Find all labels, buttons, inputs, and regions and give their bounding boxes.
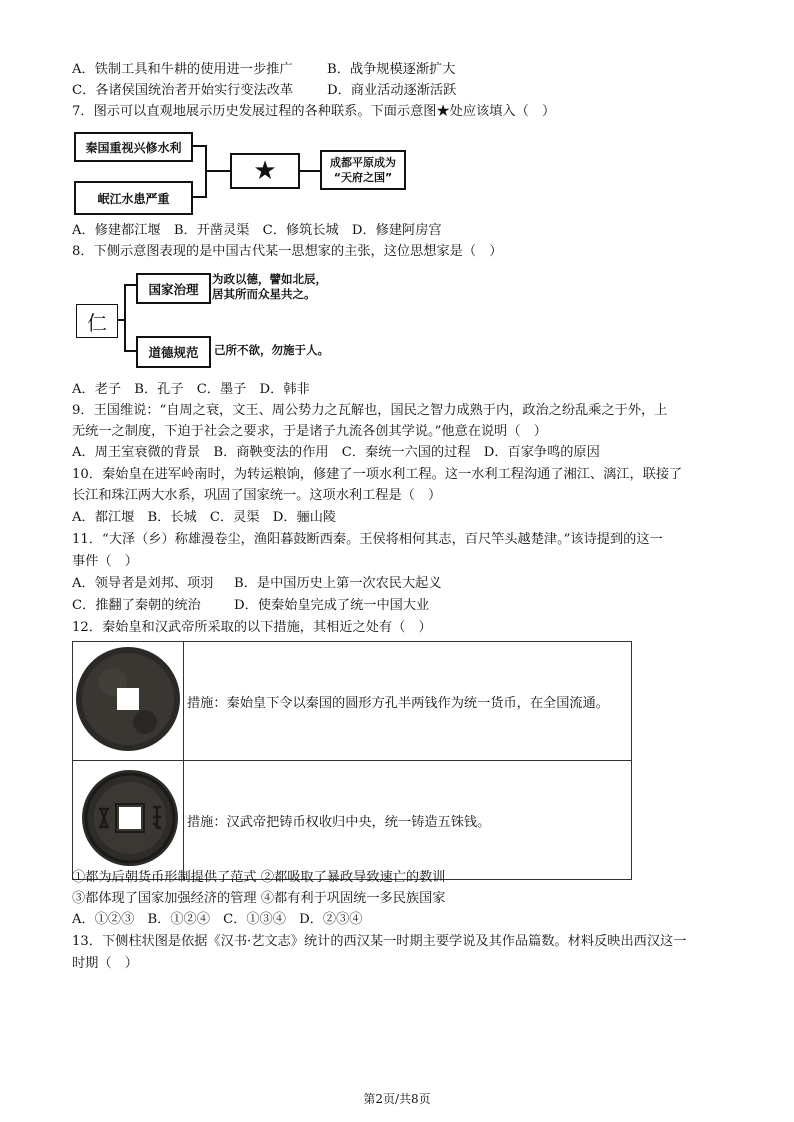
connector-line	[191, 145, 205, 147]
q6-option-a: A．铁制工具和牛耕的使用进一步推广	[72, 62, 293, 77]
q8-stem: 8．下侧示意图表现的是中国古代某一思想家的主张，这位思想家是（ ）	[72, 244, 503, 259]
q11-options-row2	[72, 596, 429, 616]
q12-statement-1-2: ①都为后朝货币形制提供了范式 ②都吸取了暴政导致速亡的教训	[72, 870, 446, 885]
q13-line1: 13．下侧柱状图是依据《汉书·艺文志》统计的西汉某一时期主要学说及其作品篇数。材料反映出西汉这一	[72, 934, 687, 949]
q6-option-d: D．商业活动逐渐活跃	[327, 83, 457, 98]
q7-star-box	[230, 153, 300, 189]
q7-result-box	[320, 150, 406, 190]
q12-statement-3-4: ③都体现了国家加强经济的管理 ④都有利于巩固统一多民族国家	[72, 891, 446, 906]
q10-options: A．都江堰 B．长城 C．灵渠 D．骊山陵	[72, 510, 337, 525]
coin-image-cell	[73, 761, 184, 880]
banliang-coin-icon	[73, 642, 183, 756]
connector-line	[298, 170, 320, 172]
q8-quote2: 己所不欲，勿施于人。	[214, 343, 329, 357]
q8-options: A．老子 B．孔子 C．墨子 D．韩非	[72, 382, 310, 397]
table-row	[73, 761, 632, 880]
q7-box-qin-water: 秦国重视兴修水利	[74, 132, 193, 162]
q11-option-a: A．领导者是刘邦、项羽	[72, 576, 214, 591]
coin-image-cell	[73, 642, 184, 761]
q6-options-row2	[72, 81, 456, 101]
q6-option-b: B．战争规模逐渐扩大	[327, 62, 456, 77]
q11-line2: 事件（ ）	[72, 554, 138, 569]
q12-measures-table	[72, 641, 632, 880]
connector-line	[191, 196, 205, 198]
table-row	[73, 642, 632, 761]
q10-line2: 长江和珠江两大水系，巩固了国家统一。这项水利工程是（ ）	[72, 488, 442, 503]
q7-options: A．修建都江堰 B．开凿灵渠 C．修筑长城 D．修建阿房宫	[72, 223, 442, 238]
connector-line	[124, 350, 136, 352]
q6-option-c: C．各诸侯国统治者开始实行变法改革	[72, 83, 294, 98]
q11-option-c: C．推翻了秦朝的统治	[72, 598, 201, 613]
connector-line	[207, 170, 230, 172]
q7-result-line2: “天府之国”	[333, 171, 393, 184]
q13-line2: 时期（ ）	[72, 956, 138, 971]
q11-option-b: B．是中国历史上第一次农民大起义	[234, 576, 442, 591]
q9-options: A．周王室衰微的背景 B．商鞅变法的作用 C．秦统一六国的过程 D．百家争鸣的原因	[72, 445, 600, 460]
q9-line1: 9．王国维说：“自周之衰，文王、周公势力之瓦解也，国民之智力成熟于内，政治之纷乱乘之于外，上	[72, 403, 668, 418]
q6-options-row1	[72, 60, 455, 80]
q12-measure-han: 措施：汉武帝把铸币权收归中央，统一铸造五铢钱。	[184, 761, 632, 880]
q8-quote1-line2: 居其所而众星共之。	[212, 287, 316, 301]
wuzhu-coin-icon	[73, 761, 183, 875]
q11-option-d: D．使秦始皇完成了统一中国大业	[234, 598, 430, 613]
q8-quote1	[212, 272, 327, 302]
q12-options: A．①②③ B．①②④ C．①③④ D．②③④	[72, 912, 363, 927]
q12-stem: 12．秦始皇和汉武帝所采取的以下措施，其相近之处有（ ）	[72, 620, 432, 635]
q7-stem: 7．图示可以直观地展示历史发展过程的各种联系。下面示意图★处应该填入（ ）	[72, 104, 556, 119]
q8-box-governance: 国家治理	[136, 273, 211, 304]
q11-options-row1	[72, 574, 442, 594]
star-icon: ★	[253, 156, 277, 186]
page-number: 第2页/共8页	[363, 1092, 431, 1106]
q8-box-morality: 道德规范	[136, 336, 211, 368]
q11-line1: 11．“大泽（乡）称雄漫卷尘，渔阳暮鼓断西秦。王侯将相何其志，百尺竿头越楚津。”该诗提到的这一	[72, 532, 663, 547]
connector-line	[124, 284, 126, 352]
connector-line	[124, 284, 136, 286]
connector-line	[117, 319, 124, 321]
q8-quote1-line1: 为政以德，譬如北辰，	[212, 272, 327, 286]
q10-line1: 10．秦始皇在进军岭南时，为转运粮饷，修建了一项水利工程。这一水利工程沟通了湘江、漓江，联接了	[72, 467, 683, 482]
q12-measure-qin: 措施：秦始皇下令以秦国的圆形方孔半两钱作为统一货币，在全国流通。	[184, 642, 632, 761]
q9-line2: 无统一之制度，下迫于社会之要求，于是诸子九流各创其学说。”他意在说明（ ）	[72, 424, 547, 439]
q7-box-minjiang-flood: 岷江水患严重	[74, 181, 193, 215]
q8-center-box: 仁	[76, 304, 118, 338]
q7-result-line1: 成都平原成为	[330, 156, 396, 169]
